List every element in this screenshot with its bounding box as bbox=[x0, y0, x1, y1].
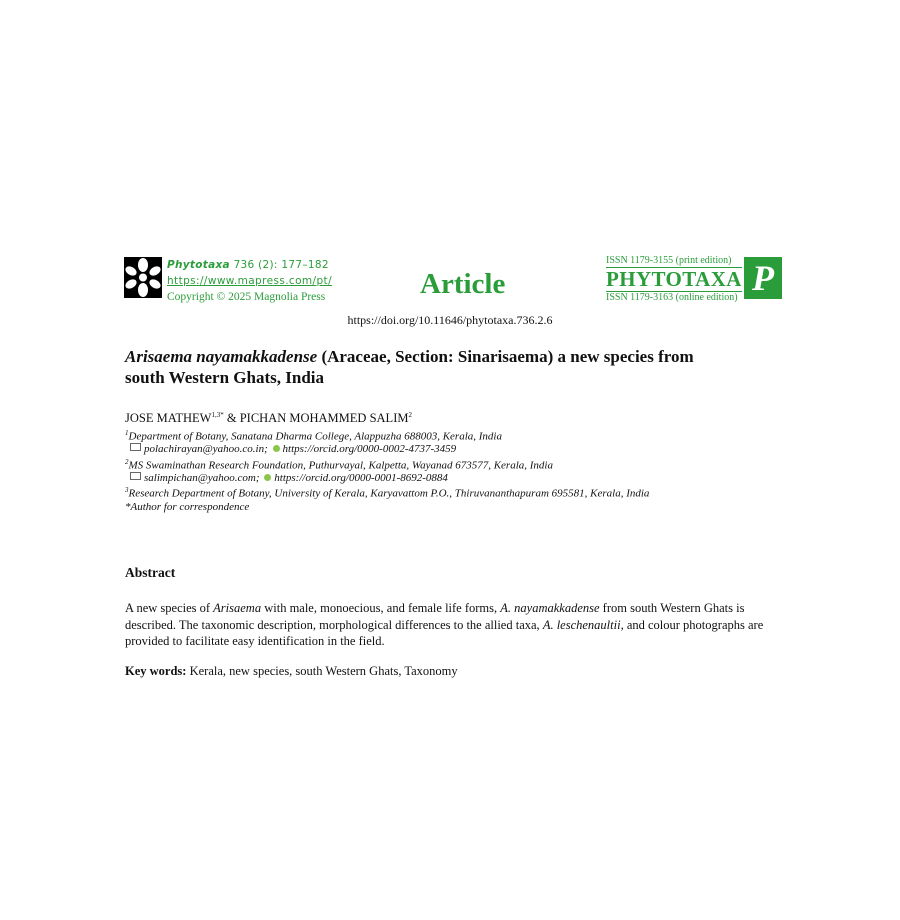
abstract-heading: Abstract bbox=[125, 565, 176, 580]
author-separator: & bbox=[223, 411, 240, 426]
email-link-1[interactable]: polachirayan@yahoo.co.in; bbox=[144, 443, 268, 455]
issn-online: ISSN 1179-3163 (online edition) bbox=[606, 292, 738, 303]
abstract-part: and colour photographs are provided to facilitate easy identification in the field. bbox=[125, 617, 764, 648]
volume-pages: 736 (2): 177–182 bbox=[233, 259, 329, 271]
orcid-link-1[interactable]: https://orcid.org/0000-0002-4737-3459 bbox=[282, 443, 457, 455]
title-line2: south Western Ghats, India bbox=[125, 368, 325, 387]
paper-title bbox=[125, 346, 785, 388]
issn-print: ISSN 1179-3155 (print edition) bbox=[606, 255, 732, 266]
journal-url-link[interactable]: https://www.mapress.com/pt/ bbox=[167, 275, 333, 287]
abstract-part: from south Western Ghats is described. The taxonomic description, morphological differences to the allied taxa, bbox=[125, 601, 745, 632]
abstract-text bbox=[125, 600, 785, 650]
affiliation-3-sup: 3 bbox=[125, 486, 129, 494]
abstract-part: A new species of bbox=[125, 601, 214, 615]
author-1-sup: 1,3* bbox=[211, 411, 224, 419]
author-2: PICHAN MOHAMMED SALIM bbox=[239, 411, 409, 426]
affiliation-1-sup: 1 bbox=[125, 429, 129, 437]
orcid-icon bbox=[273, 445, 280, 452]
abstract-allied-taxon: A. leschenaultii, bbox=[542, 617, 624, 632]
abstract-part: with male, monoecious, and female life forms, bbox=[261, 601, 501, 615]
affiliation-1 bbox=[125, 429, 502, 443]
title-rest: (Araceae, Section: Sinarisaema) a new species from bbox=[317, 347, 694, 366]
journal-citation bbox=[167, 257, 332, 273]
email-icon bbox=[130, 443, 141, 451]
keywords-label: Key words: bbox=[125, 664, 187, 678]
contact-2 bbox=[130, 472, 448, 484]
email-link-2[interactable]: salimpichan@yahoo.com; bbox=[144, 472, 260, 484]
journal-brand: PHYTOTAXA bbox=[606, 267, 742, 291]
abstract-species: A. nayamakkadense bbox=[500, 601, 600, 615]
orcid-icon bbox=[264, 474, 271, 481]
affiliation-2 bbox=[125, 458, 553, 472]
affiliation-1-text: Department of Botany, Sanatana Dharma College, Alappuzha 688003, Kerala, India bbox=[128, 430, 502, 443]
contact-1 bbox=[130, 443, 456, 455]
author-list bbox=[125, 411, 412, 426]
copyright: Copyright © 2025 Magnolia Press bbox=[167, 291, 326, 303]
orcid-link-2[interactable]: https://orcid.org/0000-0001-8692-0884 bbox=[274, 472, 448, 484]
author-2-sup: 2 bbox=[408, 411, 412, 419]
correspondence-note: *Author for correspondence bbox=[125, 501, 250, 513]
title-species-name: Arisaema nayamakkadense bbox=[125, 347, 318, 366]
keywords-text: Kerala, new species, south Western Ghats, Taxonomy bbox=[186, 664, 458, 678]
affiliation-3 bbox=[125, 486, 649, 500]
issn-block bbox=[606, 255, 742, 304]
flower-icon bbox=[124, 257, 162, 298]
phytotaxa-logo: P bbox=[744, 257, 782, 299]
email-icon bbox=[130, 472, 141, 480]
abstract-genus: Arisaema bbox=[213, 601, 262, 615]
journal-name: Phytotaxa bbox=[167, 259, 230, 271]
author-1: JOSE MATHEW bbox=[125, 411, 212, 426]
doi-link[interactable]: https://doi.org/10.11646/phytotaxa.736.2.6 bbox=[347, 313, 553, 327]
keywords bbox=[125, 664, 458, 679]
affiliation-2-sup: 2 bbox=[125, 458, 129, 466]
article-type-label: Article bbox=[420, 268, 506, 300]
affiliation-3-text: Research Department of Botany, University of Kerala, Karyavattom P.O., Thiruvananthapuram 695581, Kerala, India bbox=[128, 487, 650, 500]
magnolia-press-logo bbox=[124, 257, 162, 298]
journal-info bbox=[167, 257, 332, 305]
affiliation-2-text: MS Swaminathan Research Foundation, Puthurvayal, Kalpetta, Wayanad 673577, Kerala, India bbox=[128, 459, 553, 472]
